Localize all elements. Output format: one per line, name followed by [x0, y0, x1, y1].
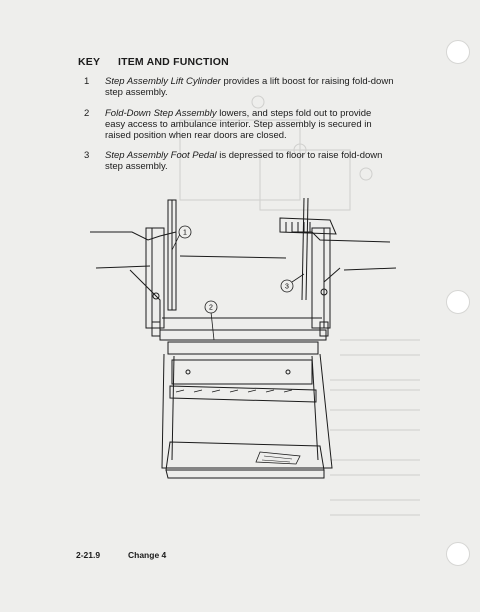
item-function-heading: ITEM AND FUNCTION	[118, 56, 229, 68]
item-name: Step Assembly Lift Cylinder	[105, 76, 221, 87]
change-notice: Change 4	[128, 550, 167, 560]
callout-3-label: 3	[285, 283, 289, 291]
item-description	[105, 108, 394, 141]
item-number: 1	[84, 76, 90, 87]
item-number: 3	[84, 150, 90, 161]
item-name: Fold-Down Step Assembly	[105, 108, 217, 119]
item-row-3	[84, 150, 394, 172]
callout-2-label: 2	[209, 304, 213, 312]
key-column-heading: KEY	[78, 56, 101, 68]
item-function: lowers, and steps fold out to provide easy access to ambulance interior. Step assembly is secured in raised position when rear doors are closed.	[105, 108, 372, 141]
item-name: Step Assembly Foot Pedal	[105, 150, 217, 161]
item-number: 2	[84, 108, 90, 119]
item-description	[105, 76, 394, 98]
item-description	[105, 150, 394, 172]
table-header	[78, 56, 229, 68]
item-function: provides a lift boost for raising fold-down step assembly.	[105, 76, 394, 98]
vehicle-body-outline	[90, 198, 396, 478]
page-number: 2-21.9	[76, 550, 101, 560]
item-row-1	[84, 76, 394, 98]
callout-group	[172, 226, 304, 340]
callout-1-label: 1	[183, 229, 187, 237]
item-function: is depressed to floor to raise fold-down step assembly.	[105, 150, 383, 172]
item-row-2	[84, 108, 394, 141]
